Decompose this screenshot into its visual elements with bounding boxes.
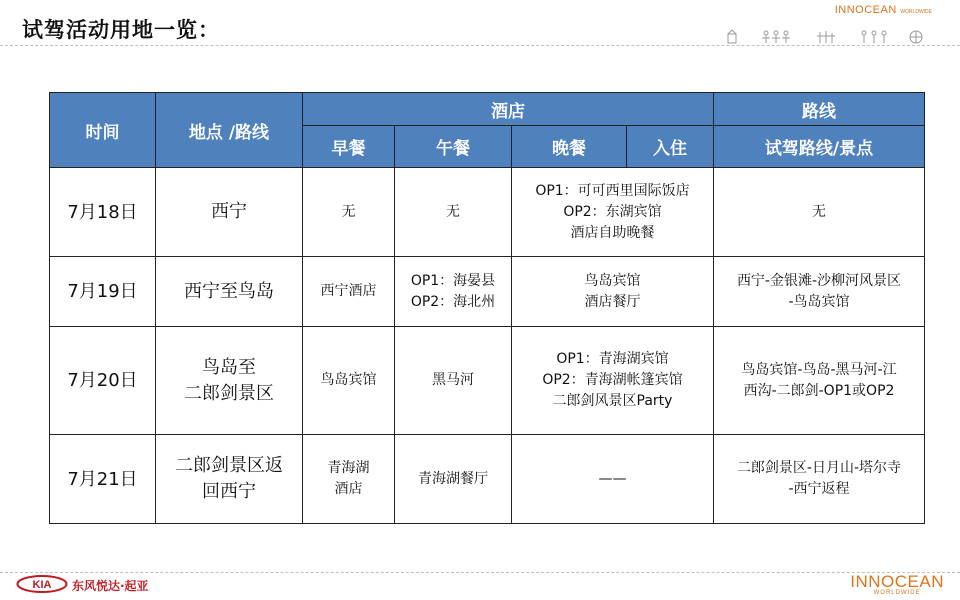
header-location: 地点 /路线 <box>156 93 303 168</box>
cell-lunch <box>395 327 512 435</box>
cell-line: 西宁-金银滩-沙柳河风景区 <box>736 272 902 289</box>
table-row <box>50 327 925 435</box>
footer-divider <box>0 572 960 573</box>
table-row <box>50 168 925 257</box>
schedule-table <box>49 92 925 524</box>
table-row <box>50 257 925 327</box>
cell-location <box>156 168 303 257</box>
brand-name: INNOCEAN <box>834 4 897 16</box>
cell-line: 二郎剑风景区Party <box>552 393 673 409</box>
cell-line: 西宁酒店 <box>320 283 377 299</box>
cell-dinner-checkin <box>512 435 714 524</box>
cell-location <box>156 257 303 327</box>
cell-line: 青海湖餐厅 <box>418 470 488 487</box>
cell-route <box>714 168 925 257</box>
cell-line: 无 <box>341 203 356 220</box>
cell-line: 二郎剑景区返 <box>175 455 283 476</box>
decorative-icons-strip <box>716 28 936 44</box>
cell-lunch <box>395 435 512 524</box>
cell-line: 酒店自助晚餐 <box>570 224 655 241</box>
kia-logo-icon <box>16 575 68 593</box>
cell-line: 回西宁 <box>202 481 256 502</box>
cell-route <box>714 435 925 524</box>
cell-dinner-checkin <box>512 257 714 327</box>
page-title: 试驾活动用地一览： <box>22 18 220 42</box>
cell-line: 酒店 <box>334 481 363 497</box>
cell-route <box>714 257 925 327</box>
kia-logo-text: KIA <box>32 579 52 591</box>
cell-dinner-checkin <box>512 327 714 435</box>
cell-line: 二郎剑景区-日月山-塔尔寺 <box>736 460 902 476</box>
cell-location <box>156 327 303 435</box>
cell-line: OP1：可可西里国际饭店 <box>535 182 690 199</box>
cell-route <box>714 327 925 435</box>
cell-line: 二郎剑景区 <box>184 382 274 404</box>
cell-line: 西沟-二郎剑-OP1或OP2 <box>743 382 895 399</box>
cell-breakfast <box>303 327 395 435</box>
kia-brand-text: 东风悦达·起亚 <box>72 579 149 593</box>
cell-date: 7月21日 <box>50 435 156 524</box>
header-route: 路线 <box>714 93 925 126</box>
innocean-logo-bottom <box>850 574 944 597</box>
cell-lunch <box>395 257 512 327</box>
header-lunch: 午餐 <box>395 126 512 168</box>
cell-line: OP1：海晏县 <box>410 272 496 289</box>
cell-line: 西宁至鸟岛 <box>184 280 274 302</box>
header-time: 时间 <box>50 93 156 168</box>
header-hotel: 酒店 <box>303 93 714 126</box>
cell-dinner-checkin <box>512 168 714 257</box>
cell-line: OP2：青海湖帐篷宾馆 <box>542 372 683 388</box>
cell-date: 7月19日 <box>50 257 156 327</box>
header-divider <box>0 45 960 46</box>
cell-line: -西宁返程 <box>788 481 850 497</box>
cell-line: OP2：海北州 <box>410 293 496 310</box>
cell-date: 7月18日 <box>50 168 156 257</box>
cell-line: 西宁 <box>211 201 247 222</box>
cell-line: 无 <box>812 203 826 220</box>
cell-breakfast <box>303 257 395 327</box>
cell-location <box>156 435 303 524</box>
brand-name: INNOCEAN <box>850 572 944 591</box>
innocean-logo-top <box>835 4 932 16</box>
header-checkin: 入住 <box>627 126 714 168</box>
cell-breakfast <box>303 435 395 524</box>
cell-lunch <box>395 168 512 257</box>
cell-date: 7月20日 <box>50 327 156 435</box>
cell-line: 鸟岛宾馆-鸟岛-黑马河-江 <box>741 361 897 378</box>
cell-line: OP1：青海湖宾馆 <box>556 351 669 367</box>
brand-sub: WORLDWIDE <box>873 590 921 596</box>
cell-line: 黑马河 <box>432 372 474 388</box>
cell-line: OP2：东湖宾馆 <box>563 203 662 220</box>
header-dinner: 晚餐 <box>512 126 627 168</box>
brand-sub: WORLDWIDE <box>900 9 932 15</box>
cell-line: -鸟岛宾馆 <box>788 293 850 310</box>
cell-line: —— <box>598 470 627 487</box>
cell-line: 鸟岛至 <box>202 356 256 378</box>
header-breakfast: 早餐 <box>303 126 395 168</box>
cell-line: 无 <box>446 203 460 220</box>
header-route-sub: 试驾路线/景点 <box>714 126 925 168</box>
cell-line: 青海湖 <box>327 460 370 476</box>
cell-line: 鸟岛宾馆 <box>584 272 641 289</box>
cell-line: 鸟岛宾馆 <box>320 372 377 388</box>
table-row <box>50 435 925 524</box>
cell-line: 酒店餐厅 <box>584 293 641 310</box>
cell-breakfast <box>303 168 395 257</box>
